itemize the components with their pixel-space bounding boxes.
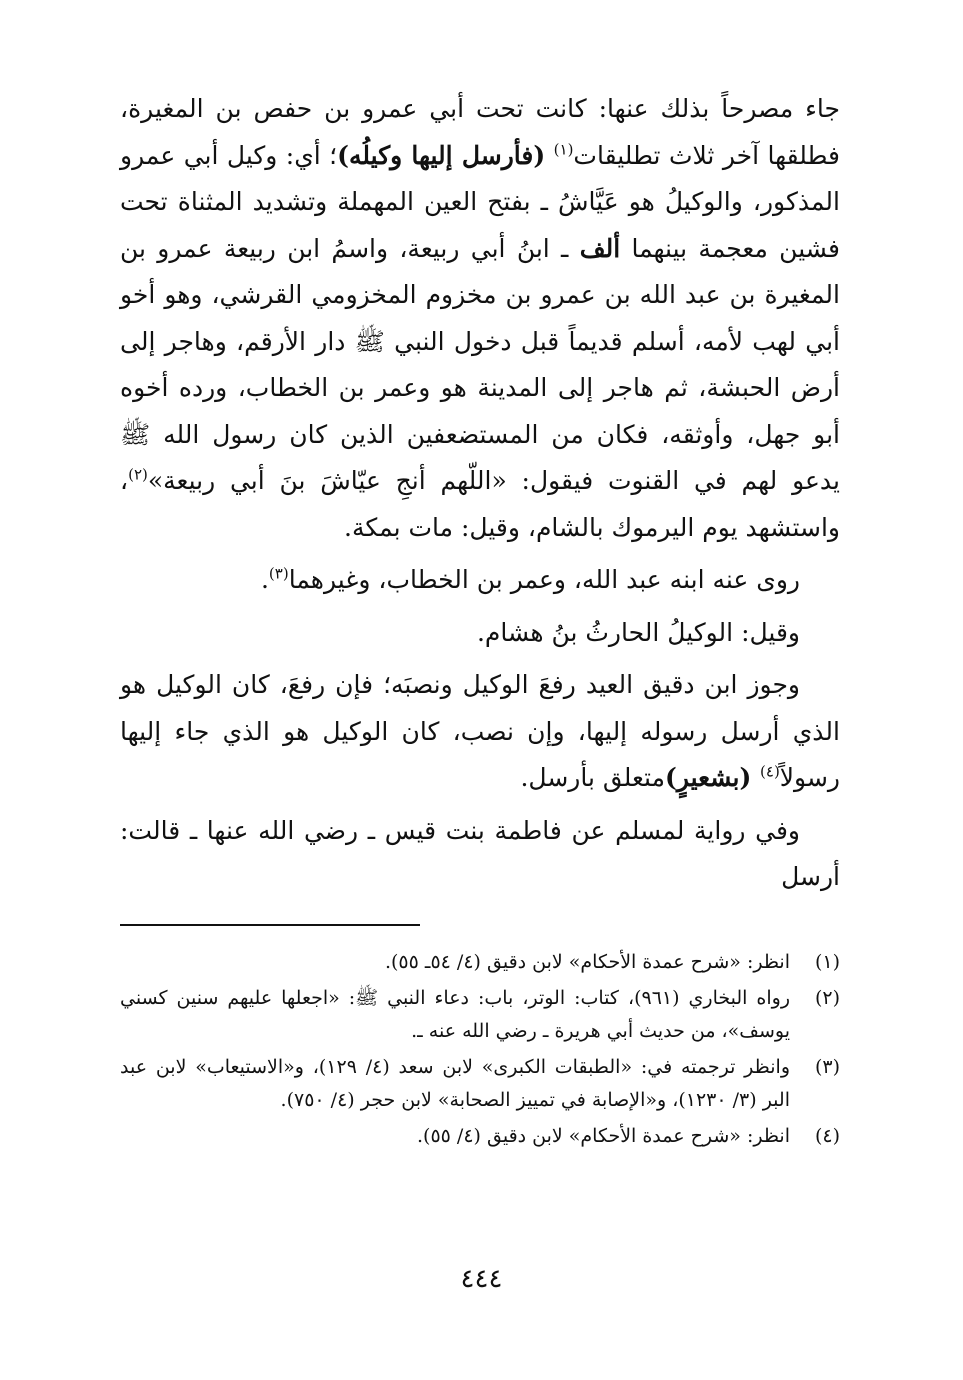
paragraph-2-text: روى عنه ابنه عبد الله، وعمر بن الخطاب، وغيرهما [288, 565, 800, 594]
paragraph-4 [120, 662, 840, 802]
footnote-ref-2[interactable]: (٢) [128, 465, 148, 484]
quoted-phrase-1: (فأرسل إليها وكيلُه) [337, 140, 546, 170]
footnote-ref-1[interactable]: (١) [553, 140, 574, 159]
paragraph-5: وفي رواية لمسلم عن فاطمة بنت قيس ـ رضي الله عنها ـ قالت: أرسل [120, 815, 840, 891]
bold-word-alif: ألف [579, 233, 621, 263]
footnote-text: انظر: «شرح عمدة الأحكام» لابن دقيق (٤/ ٥٤ـ ٥٥). [384, 951, 790, 973]
paragraph-4-text-a: وجوز ابن دقيق العيد رفعَ الوكيل ونصبَه؛ فإن رفعَ، كان الوكيل هو الذي أرسل رسوله إليها، وإن نصب، كان الوكيل هو الذي جاء إليها رسولاً [120, 670, 840, 792]
footnote-number: (١) [814, 951, 840, 973]
footnote-text: انظر: «شرح عمدة الأحكام» لابن دقيق (٤/ ٥٥). [416, 1125, 790, 1147]
paragraph-4-text-b: متعلق بأرسل. [520, 763, 665, 792]
footnote-text: وانظر ترجمته في: «الطبقات الكبرى» لابن سعد (٤/ ١٢٩)، و«الاستيعاب» لابن عبد البر (٣/ ١٢٣٠)، و«الإصابة في تمييز الصحابة» لابن حجر (٤/ ٧٥٠). [120, 1056, 790, 1111]
page-number: ٤٤٤ [460, 1264, 503, 1294]
paragraph-3: وقيل: الوكيلُ الحارثُ بنُ هشام. [476, 617, 800, 647]
paragraph-1-text-b: ؛ أي: وكيل أبي عمرو المذكور، والوكيلُ هو عَيَّاشُ ـ بفتح العين المهملة وتشديد المثناة تحت فشين معجمة بينهما [120, 140, 840, 263]
quoted-phrase-2: (بشعيرٍ) [664, 763, 761, 792]
paragraph-1-text-c: ـ ابنُ أبي ربيعة، واسمُ ابن ربيعة عمرو بن المغيرة بن عبد الله بن عمرو بن مخزوم المخزومي القرشي، وهو أخو أبي لهب لأمه، أسلم قديماً قبل دخول النبي ﷺ دار الأرقم، وهاجر إلى أرض الحبشة، ثم هاجر إلى المدينة هو وعمر بن الخطاب، ورده أخوه أبو جهل، وأوثقه، فكان من المستضعفين الذين كان رسول الله ﷺ يدعو لهم في القنوت فيقول: «اللّهم أنجِ عيّاشَ بنَ أبي ربيعة» [120, 233, 840, 495]
footnote-4 [120, 1120, 840, 1153]
footnote-2 [120, 982, 840, 1048]
paragraph-2 [120, 557, 840, 604]
footnote-number: (٢) [814, 987, 840, 1009]
footnote-divider [120, 924, 420, 926]
page-content [120, 86, 840, 1147]
footnote-ref-4[interactable]: (٤) [760, 762, 780, 781]
footnote-number: (٣) [814, 1056, 840, 1078]
paragraph-2-end: . [260, 565, 269, 594]
footnote-3 [120, 1051, 840, 1117]
footnotes [120, 946, 840, 1156]
paragraph-1-text-a: جاء مصرحاً بذلك عنها: كانت تحت أبي عمرو بن حفص بن المغيرة، فطلقها آخر ثلاث تطليقات [120, 94, 840, 170]
paragraph-1-text-d: ، واستشهد يوم اليرموك بالشام، وقيل: مات بمكة. [120, 466, 840, 542]
footnote-text: رواه البخاري (٩٦١)، كتاب: الوتر، باب: دعاء النبي ﷺ: «اجعلها عليهم سنين كسني يوسف»، من حديث أبي هريرة ـ رضي الله عنه ـ. [120, 987, 790, 1042]
footnote-1 [120, 946, 840, 979]
paragraph-1 [120, 86, 840, 551]
footnote-number: (٤) [814, 1125, 840, 1147]
footnote-ref-3[interactable]: (٣) [268, 564, 289, 583]
